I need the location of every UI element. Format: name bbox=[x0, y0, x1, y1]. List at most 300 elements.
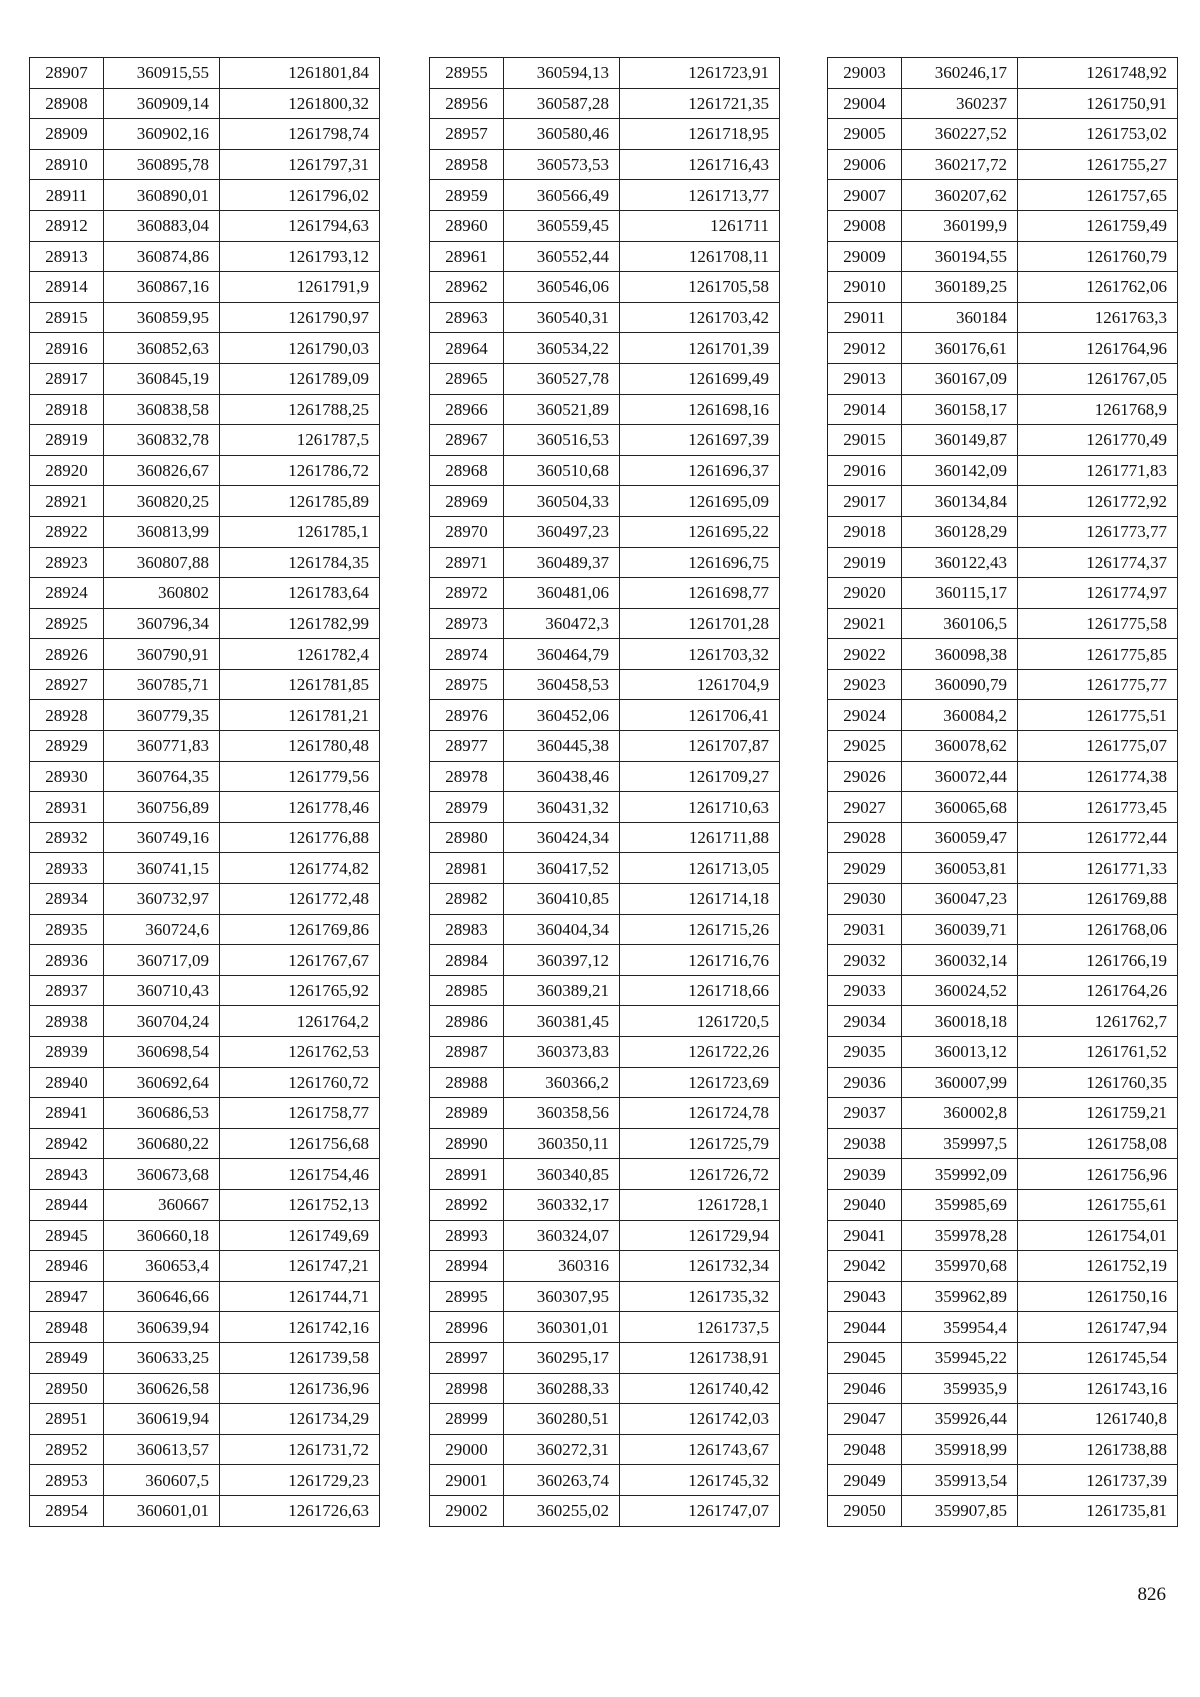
x-coordinate-cell: 359970,68 bbox=[902, 1251, 1018, 1282]
y-coordinate-cell: 1261728,1 bbox=[620, 1189, 780, 1220]
y-coordinate-cell: 1261788,25 bbox=[220, 394, 380, 425]
table-row bbox=[30, 1373, 380, 1404]
y-coordinate-cell: 1261735,81 bbox=[1018, 1495, 1178, 1526]
x-coordinate-cell: 360546,06 bbox=[504, 272, 620, 303]
y-coordinate-cell: 1261782,99 bbox=[220, 608, 380, 639]
table-row bbox=[430, 1251, 780, 1282]
y-coordinate-cell: 1261773,45 bbox=[1018, 792, 1178, 823]
y-coordinate-cell: 1261758,77 bbox=[220, 1098, 380, 1129]
y-coordinate-cell: 1261785,1 bbox=[220, 516, 380, 547]
y-coordinate-cell: 1261703,42 bbox=[620, 302, 780, 333]
table-row bbox=[828, 578, 1178, 609]
y-coordinate-cell: 1261697,39 bbox=[620, 425, 780, 456]
x-coordinate-cell: 360316 bbox=[504, 1251, 620, 1282]
table-body bbox=[828, 58, 1178, 1527]
point-id-cell: 28947 bbox=[30, 1281, 104, 1312]
point-id-cell: 28988 bbox=[430, 1067, 504, 1098]
point-id-cell: 28936 bbox=[30, 945, 104, 976]
x-coordinate-cell: 360619,94 bbox=[104, 1404, 220, 1435]
y-coordinate-cell: 1261760,72 bbox=[220, 1067, 380, 1098]
x-coordinate-cell: 360717,09 bbox=[104, 945, 220, 976]
x-coordinate-cell: 359907,85 bbox=[902, 1495, 1018, 1526]
x-coordinate-cell: 359978,28 bbox=[902, 1220, 1018, 1251]
x-coordinate-cell: 360424,34 bbox=[504, 822, 620, 853]
table-row bbox=[430, 669, 780, 700]
x-coordinate-cell: 360350,11 bbox=[504, 1128, 620, 1159]
table-row bbox=[430, 792, 780, 823]
y-coordinate-cell: 1261762,7 bbox=[1018, 1006, 1178, 1037]
x-coordinate-cell: 360324,07 bbox=[504, 1220, 620, 1251]
y-coordinate-cell: 1261764,96 bbox=[1018, 333, 1178, 364]
x-coordinate-cell: 360481,06 bbox=[504, 578, 620, 609]
point-id-cell: 28952 bbox=[30, 1434, 104, 1465]
x-coordinate-cell: 360527,78 bbox=[504, 363, 620, 394]
point-id-cell: 28956 bbox=[430, 88, 504, 119]
y-coordinate-cell: 1261747,07 bbox=[620, 1495, 780, 1526]
table-row bbox=[30, 1037, 380, 1068]
point-id-cell: 28938 bbox=[30, 1006, 104, 1037]
x-coordinate-cell: 360521,89 bbox=[504, 394, 620, 425]
x-coordinate-cell: 360024,52 bbox=[902, 975, 1018, 1006]
table-row bbox=[430, 119, 780, 150]
point-id-cell: 28976 bbox=[430, 700, 504, 731]
y-coordinate-cell: 1261755,27 bbox=[1018, 149, 1178, 180]
x-coordinate-cell: 359992,09 bbox=[902, 1159, 1018, 1190]
point-id-cell: 28962 bbox=[430, 272, 504, 303]
y-coordinate-cell: 1261772,48 bbox=[220, 884, 380, 915]
point-id-cell: 28933 bbox=[30, 853, 104, 884]
x-coordinate-cell: 360373,83 bbox=[504, 1037, 620, 1068]
table-row bbox=[30, 1189, 380, 1220]
y-coordinate-cell: 1261775,58 bbox=[1018, 608, 1178, 639]
x-coordinate-cell: 360246,17 bbox=[902, 58, 1018, 89]
x-coordinate-cell: 360142,09 bbox=[902, 455, 1018, 486]
table-row bbox=[30, 455, 380, 486]
x-coordinate-cell: 359954,4 bbox=[902, 1312, 1018, 1343]
y-coordinate-cell: 1261748,92 bbox=[1018, 58, 1178, 89]
y-coordinate-cell: 1261724,78 bbox=[620, 1098, 780, 1129]
x-coordinate-cell: 360128,29 bbox=[902, 516, 1018, 547]
y-coordinate-cell: 1261709,27 bbox=[620, 761, 780, 792]
table-row bbox=[430, 486, 780, 517]
table-row bbox=[828, 1434, 1178, 1465]
x-coordinate-cell: 360667 bbox=[104, 1189, 220, 1220]
x-coordinate-cell: 360039,71 bbox=[902, 914, 1018, 945]
table-row bbox=[828, 853, 1178, 884]
point-id-cell: 29037 bbox=[828, 1098, 902, 1129]
x-coordinate-cell: 360785,71 bbox=[104, 669, 220, 700]
y-coordinate-cell: 1261735,32 bbox=[620, 1281, 780, 1312]
x-coordinate-cell: 360534,22 bbox=[504, 333, 620, 364]
y-coordinate-cell: 1261695,22 bbox=[620, 516, 780, 547]
x-coordinate-cell: 360660,18 bbox=[104, 1220, 220, 1251]
point-id-cell: 28950 bbox=[30, 1373, 104, 1404]
point-id-cell: 29036 bbox=[828, 1067, 902, 1098]
table-row bbox=[828, 975, 1178, 1006]
table-row bbox=[430, 58, 780, 89]
x-coordinate-cell: 359945,22 bbox=[902, 1342, 1018, 1373]
point-id-cell: 28971 bbox=[430, 547, 504, 578]
table-row bbox=[828, 761, 1178, 792]
x-coordinate-cell: 360059,47 bbox=[902, 822, 1018, 853]
table-row bbox=[828, 1189, 1178, 1220]
point-id-cell: 29015 bbox=[828, 425, 902, 456]
x-coordinate-cell: 360452,06 bbox=[504, 700, 620, 731]
x-coordinate-cell: 360607,5 bbox=[104, 1465, 220, 1496]
y-coordinate-cell: 1261729,94 bbox=[620, 1220, 780, 1251]
x-coordinate-cell: 359962,89 bbox=[902, 1281, 1018, 1312]
point-id-cell: 29011 bbox=[828, 302, 902, 333]
point-id-cell: 28994 bbox=[430, 1251, 504, 1282]
x-coordinate-cell: 360504,33 bbox=[504, 486, 620, 517]
y-coordinate-cell: 1261775,51 bbox=[1018, 700, 1178, 731]
point-id-cell: 28949 bbox=[30, 1342, 104, 1373]
x-coordinate-cell: 359913,54 bbox=[902, 1465, 1018, 1496]
point-id-cell: 28914 bbox=[30, 272, 104, 303]
point-id-cell: 28984 bbox=[430, 945, 504, 976]
table-row bbox=[828, 149, 1178, 180]
x-coordinate-cell: 360366,2 bbox=[504, 1067, 620, 1098]
y-coordinate-cell: 1261715,26 bbox=[620, 914, 780, 945]
table-row bbox=[828, 241, 1178, 272]
point-id-cell: 29033 bbox=[828, 975, 902, 1006]
table-row bbox=[30, 88, 380, 119]
table-row bbox=[30, 669, 380, 700]
y-coordinate-cell: 1261771,83 bbox=[1018, 455, 1178, 486]
y-coordinate-cell: 1261801,84 bbox=[220, 58, 380, 89]
table-row bbox=[828, 455, 1178, 486]
x-coordinate-cell: 360288,33 bbox=[504, 1373, 620, 1404]
x-coordinate-cell: 360692,64 bbox=[104, 1067, 220, 1098]
x-coordinate-cell: 360732,97 bbox=[104, 884, 220, 915]
y-coordinate-cell: 1261756,96 bbox=[1018, 1159, 1178, 1190]
x-coordinate-cell: 360295,17 bbox=[504, 1342, 620, 1373]
x-coordinate-cell: 360845,19 bbox=[104, 363, 220, 394]
y-coordinate-cell: 1261707,87 bbox=[620, 731, 780, 762]
table-row bbox=[30, 1312, 380, 1343]
table-row bbox=[430, 394, 780, 425]
point-id-cell: 28991 bbox=[430, 1159, 504, 1190]
y-coordinate-cell: 1261743,16 bbox=[1018, 1373, 1178, 1404]
x-coordinate-cell: 360680,22 bbox=[104, 1128, 220, 1159]
y-coordinate-cell: 1261765,92 bbox=[220, 975, 380, 1006]
table-row bbox=[430, 1128, 780, 1159]
x-coordinate-cell: 360307,95 bbox=[504, 1281, 620, 1312]
table-row bbox=[30, 884, 380, 915]
table-row bbox=[828, 1159, 1178, 1190]
y-coordinate-cell: 1261703,32 bbox=[620, 639, 780, 670]
y-coordinate-cell: 1261713,77 bbox=[620, 180, 780, 211]
table-row bbox=[30, 639, 380, 670]
y-coordinate-cell: 1261757,65 bbox=[1018, 180, 1178, 211]
x-coordinate-cell: 360431,32 bbox=[504, 792, 620, 823]
y-coordinate-cell: 1261766,19 bbox=[1018, 945, 1178, 976]
table-row bbox=[828, 1281, 1178, 1312]
table-row bbox=[30, 425, 380, 456]
table-row bbox=[430, 761, 780, 792]
x-coordinate-cell: 360149,87 bbox=[902, 425, 1018, 456]
point-id-cell: 29028 bbox=[828, 822, 902, 853]
y-coordinate-cell: 1261798,74 bbox=[220, 119, 380, 150]
table-row bbox=[828, 1465, 1178, 1496]
y-coordinate-cell: 1261698,16 bbox=[620, 394, 780, 425]
point-id-cell: 29020 bbox=[828, 578, 902, 609]
x-coordinate-cell: 360497,23 bbox=[504, 516, 620, 547]
point-id-cell: 28922 bbox=[30, 516, 104, 547]
x-coordinate-cell: 359935,9 bbox=[902, 1373, 1018, 1404]
table-row bbox=[30, 333, 380, 364]
y-coordinate-cell: 1261789,09 bbox=[220, 363, 380, 394]
y-coordinate-cell: 1261745,54 bbox=[1018, 1342, 1178, 1373]
point-id-cell: 28965 bbox=[430, 363, 504, 394]
x-coordinate-cell: 360724,6 bbox=[104, 914, 220, 945]
point-id-cell: 28977 bbox=[430, 731, 504, 762]
point-id-cell: 28990 bbox=[430, 1128, 504, 1159]
point-id-cell: 28946 bbox=[30, 1251, 104, 1282]
x-coordinate-cell: 360580,46 bbox=[504, 119, 620, 150]
y-coordinate-cell: 1261754,01 bbox=[1018, 1220, 1178, 1251]
point-id-cell: 28999 bbox=[430, 1404, 504, 1435]
y-coordinate-cell: 1261787,5 bbox=[220, 425, 380, 456]
table-row bbox=[430, 1098, 780, 1129]
x-coordinate-cell: 360098,38 bbox=[902, 639, 1018, 670]
y-coordinate-cell: 1261771,33 bbox=[1018, 853, 1178, 884]
point-id-cell: 29002 bbox=[430, 1495, 504, 1526]
point-id-cell: 28930 bbox=[30, 761, 104, 792]
point-id-cell: 29012 bbox=[828, 333, 902, 364]
point-id-cell: 29008 bbox=[828, 210, 902, 241]
table-row bbox=[430, 884, 780, 915]
y-coordinate-cell: 1261793,12 bbox=[220, 241, 380, 272]
point-id-cell: 28993 bbox=[430, 1220, 504, 1251]
point-id-cell: 28937 bbox=[30, 975, 104, 1006]
y-coordinate-cell: 1261737,39 bbox=[1018, 1465, 1178, 1496]
x-coordinate-cell: 360217,72 bbox=[902, 149, 1018, 180]
point-id-cell: 28912 bbox=[30, 210, 104, 241]
x-coordinate-cell: 360883,04 bbox=[104, 210, 220, 241]
point-id-cell: 29000 bbox=[430, 1434, 504, 1465]
y-coordinate-cell: 1261774,97 bbox=[1018, 578, 1178, 609]
y-coordinate-cell: 1261776,88 bbox=[220, 822, 380, 853]
table-row bbox=[828, 363, 1178, 394]
x-coordinate-cell: 360065,68 bbox=[902, 792, 1018, 823]
table-row bbox=[828, 1006, 1178, 1037]
y-coordinate-cell: 1261763,3 bbox=[1018, 302, 1178, 333]
table-row bbox=[430, 455, 780, 486]
table-row bbox=[828, 792, 1178, 823]
y-coordinate-cell: 1261774,38 bbox=[1018, 761, 1178, 792]
point-id-cell: 28963 bbox=[430, 302, 504, 333]
point-id-cell: 29046 bbox=[828, 1373, 902, 1404]
point-id-cell: 29024 bbox=[828, 700, 902, 731]
point-id-cell: 29042 bbox=[828, 1251, 902, 1282]
point-id-cell: 28979 bbox=[430, 792, 504, 823]
y-coordinate-cell: 1261736,96 bbox=[220, 1373, 380, 1404]
x-coordinate-cell: 360633,25 bbox=[104, 1342, 220, 1373]
x-coordinate-cell: 360613,57 bbox=[104, 1434, 220, 1465]
x-coordinate-cell: 360741,15 bbox=[104, 853, 220, 884]
table-row bbox=[828, 425, 1178, 456]
table-row bbox=[430, 1495, 780, 1526]
table-row bbox=[30, 822, 380, 853]
point-id-cell: 28945 bbox=[30, 1220, 104, 1251]
point-id-cell: 28918 bbox=[30, 394, 104, 425]
y-coordinate-cell: 1261711 bbox=[620, 210, 780, 241]
point-id-cell: 28917 bbox=[30, 363, 104, 394]
y-coordinate-cell: 1261721,35 bbox=[620, 88, 780, 119]
y-coordinate-cell: 1261783,64 bbox=[220, 578, 380, 609]
table-row bbox=[30, 486, 380, 517]
point-id-cell: 29034 bbox=[828, 1006, 902, 1037]
table-row bbox=[430, 608, 780, 639]
x-coordinate-cell: 360601,01 bbox=[104, 1495, 220, 1526]
x-coordinate-cell: 360381,45 bbox=[504, 1006, 620, 1037]
y-coordinate-cell: 1261701,28 bbox=[620, 608, 780, 639]
y-coordinate-cell: 1261756,68 bbox=[220, 1128, 380, 1159]
table-row bbox=[30, 149, 380, 180]
point-id-cell: 28919 bbox=[30, 425, 104, 456]
point-id-cell: 29021 bbox=[828, 608, 902, 639]
table-row bbox=[30, 975, 380, 1006]
x-coordinate-cell: 360438,46 bbox=[504, 761, 620, 792]
table-row bbox=[828, 272, 1178, 303]
y-coordinate-cell: 1261701,39 bbox=[620, 333, 780, 364]
x-coordinate-cell: 360832,78 bbox=[104, 425, 220, 456]
y-coordinate-cell: 1261775,07 bbox=[1018, 731, 1178, 762]
point-id-cell: 28969 bbox=[430, 486, 504, 517]
point-id-cell: 28932 bbox=[30, 822, 104, 853]
x-coordinate-cell: 360397,12 bbox=[504, 945, 620, 976]
table-row bbox=[430, 822, 780, 853]
table-row bbox=[430, 945, 780, 976]
y-coordinate-cell: 1261753,02 bbox=[1018, 119, 1178, 150]
x-coordinate-cell: 360090,79 bbox=[902, 669, 1018, 700]
point-id-cell: 29038 bbox=[828, 1128, 902, 1159]
x-coordinate-cell: 360332,17 bbox=[504, 1189, 620, 1220]
table-row bbox=[30, 578, 380, 609]
point-id-cell: 28964 bbox=[430, 333, 504, 364]
table-row bbox=[828, 1037, 1178, 1068]
x-coordinate-cell: 360032,14 bbox=[902, 945, 1018, 976]
y-coordinate-cell: 1261769,86 bbox=[220, 914, 380, 945]
point-id-cell: 28941 bbox=[30, 1098, 104, 1129]
x-coordinate-cell: 360007,99 bbox=[902, 1067, 1018, 1098]
table-body bbox=[430, 58, 780, 1527]
table-row bbox=[30, 1067, 380, 1098]
point-id-cell: 28916 bbox=[30, 333, 104, 364]
point-id-cell: 29041 bbox=[828, 1220, 902, 1251]
table-row bbox=[30, 700, 380, 731]
y-coordinate-cell: 1261786,72 bbox=[220, 455, 380, 486]
y-coordinate-cell: 1261800,32 bbox=[220, 88, 380, 119]
x-coordinate-cell: 360280,51 bbox=[504, 1404, 620, 1435]
y-coordinate-cell: 1261794,63 bbox=[220, 210, 380, 241]
x-coordinate-cell: 360909,14 bbox=[104, 88, 220, 119]
point-id-cell: 29035 bbox=[828, 1037, 902, 1068]
point-id-cell: 29032 bbox=[828, 945, 902, 976]
x-coordinate-cell: 360796,34 bbox=[104, 608, 220, 639]
y-coordinate-cell: 1261754,46 bbox=[220, 1159, 380, 1190]
point-id-cell: 28960 bbox=[430, 210, 504, 241]
x-coordinate-cell: 360106,5 bbox=[902, 608, 1018, 639]
y-coordinate-cell: 1261698,77 bbox=[620, 578, 780, 609]
y-coordinate-cell: 1261784,35 bbox=[220, 547, 380, 578]
point-id-cell: 28934 bbox=[30, 884, 104, 915]
x-coordinate-cell: 360587,28 bbox=[504, 88, 620, 119]
y-coordinate-cell: 1261718,95 bbox=[620, 119, 780, 150]
table-row bbox=[30, 547, 380, 578]
y-coordinate-cell: 1261752,13 bbox=[220, 1189, 380, 1220]
table-row bbox=[828, 486, 1178, 517]
table-row bbox=[430, 241, 780, 272]
y-coordinate-cell: 1261760,35 bbox=[1018, 1067, 1178, 1098]
point-id-cell: 28935 bbox=[30, 914, 104, 945]
point-id-cell: 28908 bbox=[30, 88, 104, 119]
table-row bbox=[30, 180, 380, 211]
point-id-cell: 28909 bbox=[30, 119, 104, 150]
point-id-cell: 28970 bbox=[430, 516, 504, 547]
table-row bbox=[828, 516, 1178, 547]
table-row bbox=[30, 119, 380, 150]
table-row bbox=[30, 1281, 380, 1312]
x-coordinate-cell: 360272,31 bbox=[504, 1434, 620, 1465]
y-coordinate-cell: 1261796,02 bbox=[220, 180, 380, 211]
x-coordinate-cell: 360704,24 bbox=[104, 1006, 220, 1037]
point-id-cell: 28954 bbox=[30, 1495, 104, 1526]
point-id-cell: 28925 bbox=[30, 608, 104, 639]
table-row bbox=[828, 669, 1178, 700]
y-coordinate-cell: 1261726,72 bbox=[620, 1159, 780, 1190]
table-row bbox=[828, 608, 1178, 639]
table-body bbox=[30, 58, 380, 1527]
table-row bbox=[30, 792, 380, 823]
y-coordinate-cell: 1261738,91 bbox=[620, 1342, 780, 1373]
x-coordinate-cell: 360807,88 bbox=[104, 547, 220, 578]
x-coordinate-cell: 360771,83 bbox=[104, 731, 220, 762]
y-coordinate-cell: 1261716,76 bbox=[620, 945, 780, 976]
y-coordinate-cell: 1261742,16 bbox=[220, 1312, 380, 1343]
y-coordinate-cell: 1261750,16 bbox=[1018, 1281, 1178, 1312]
x-coordinate-cell: 360673,68 bbox=[104, 1159, 220, 1190]
y-coordinate-cell: 1261714,18 bbox=[620, 884, 780, 915]
y-coordinate-cell: 1261785,89 bbox=[220, 486, 380, 517]
point-id-cell: 29006 bbox=[828, 149, 902, 180]
x-coordinate-cell: 360710,43 bbox=[104, 975, 220, 1006]
point-id-cell: 29016 bbox=[828, 455, 902, 486]
table-row bbox=[430, 302, 780, 333]
x-coordinate-cell: 360255,02 bbox=[504, 1495, 620, 1526]
y-coordinate-cell: 1261723,91 bbox=[620, 58, 780, 89]
x-coordinate-cell: 359997,5 bbox=[902, 1128, 1018, 1159]
x-coordinate-cell: 360915,55 bbox=[104, 58, 220, 89]
point-id-cell: 28923 bbox=[30, 547, 104, 578]
point-id-cell: 28968 bbox=[430, 455, 504, 486]
x-coordinate-cell: 360207,62 bbox=[902, 180, 1018, 211]
table-row bbox=[30, 272, 380, 303]
x-coordinate-cell: 360573,53 bbox=[504, 149, 620, 180]
point-id-cell: 28998 bbox=[430, 1373, 504, 1404]
y-coordinate-cell: 1261696,37 bbox=[620, 455, 780, 486]
y-coordinate-cell: 1261781,85 bbox=[220, 669, 380, 700]
table-row bbox=[30, 58, 380, 89]
table-row bbox=[828, 333, 1178, 364]
point-id-cell: 28944 bbox=[30, 1189, 104, 1220]
x-coordinate-cell: 360072,44 bbox=[902, 761, 1018, 792]
point-id-cell: 28929 bbox=[30, 731, 104, 762]
x-coordinate-cell: 360122,43 bbox=[902, 547, 1018, 578]
y-coordinate-cell: 1261731,72 bbox=[220, 1434, 380, 1465]
point-id-cell: 28955 bbox=[430, 58, 504, 89]
